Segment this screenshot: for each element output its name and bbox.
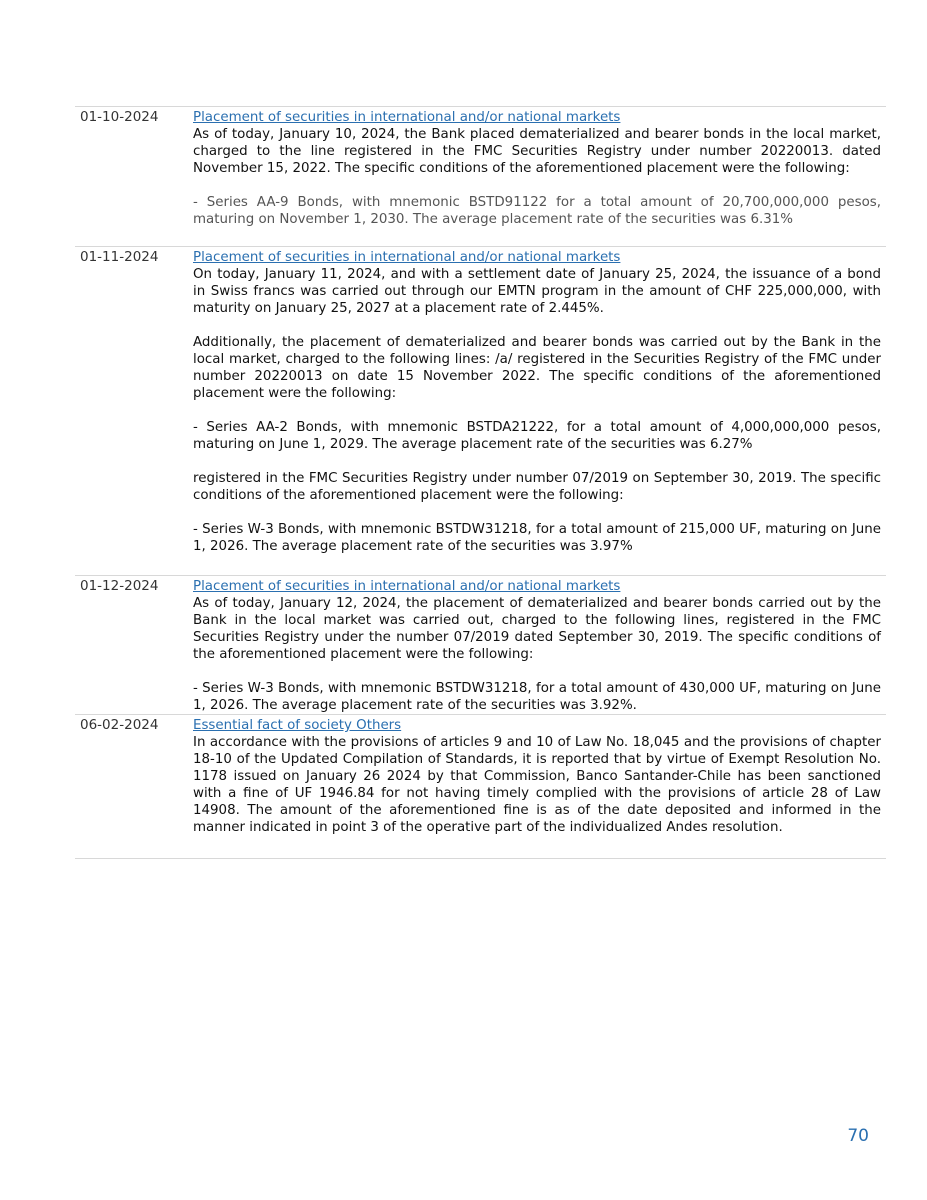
entry-paragraph: On today, January 11, 2024, and with a settlement date of January 25, 2024, the issuance of a bond in Swiss francs was carried out through our EMTN program in the amount of CHF 225,000,000, with maturity on January 25, 2027 at a placement rate of 2.445%.	[193, 267, 881, 316]
entry-paragraph: As of today, January 12, 2024, the placement of dematerialized and bearer bonds carried out by the Bank in the local market was carried out, charged to the following lines, registered in the FMC Securities Registry under the number 07/2019 dated September 30, 2019. The specific conditions of the aforementioned placement were the following:	[193, 596, 881, 662]
fact-entry	[75, 714, 886, 859]
facts-table	[75, 106, 886, 859]
entry-content	[193, 576, 886, 714]
fact-entry	[75, 246, 886, 575]
entry-content	[193, 107, 886, 246]
entry-paragraph: As of today, January 10, 2024, the Bank placed dematerialized and bearer bonds in the local market, charged to the line registered in the FMC Securities Registry under number 20220013. dated November 15, 2022. The specific conditions of the aforementioned placement were the following:	[193, 127, 881, 176]
entry-content	[193, 247, 886, 575]
entry-date: 01-12-2024	[80, 578, 159, 594]
fact-entry	[75, 575, 886, 714]
page-number: 70	[847, 1126, 869, 1146]
entry-paragraph: - Series AA-9 Bonds, with mnemonic BSTD91122 for a total amount of 20,700,000,000 pesos, maturing on November 1, 2030. The average placement rate of the securities was 6.31%	[193, 195, 881, 227]
entry-paragraph: - Series W-3 Bonds, with mnemonic BSTDW31218, for a total amount of 430,000 UF, maturing on June 1, 2026. The average placement rate of the securities was 3.92%.	[193, 681, 881, 713]
entry-date: 01-11-2024	[80, 249, 159, 265]
entry-title-link[interactable]: Placement of securities in international and/or national markets	[193, 579, 621, 594]
entry-paragraph: Additionally, the placement of dematerialized and bearer bonds was carried out by the Bank in the local market, charged to the following lines: /a/ registered in the Securities Registry of the FMC under number 20220013 on date 15 November 2022. The specific conditions of the aforementioned placement were the following:	[193, 335, 881, 401]
entry-content	[193, 715, 886, 858]
entry-paragraph: registered in the FMC Securities Registry under number 07/2019 on September 30, 2019. The specific conditions of the aforementioned placement were the following:	[193, 471, 881, 503]
entry-paragraph: - Series AA-2 Bonds, with mnemonic BSTDA21222, for a total amount of 4,000,000,000 pesos, maturing on June 1, 2029. The average placement rate of the securities was 6.27%	[193, 420, 881, 452]
fact-entry	[75, 106, 886, 246]
entry-paragraph: - Series W-3 Bonds, with mnemonic BSTDW31218, for a total amount of 215,000 UF, maturing on June 1, 2026. The average placement rate of the securities was 3.97%	[193, 522, 881, 554]
entry-date: 01-10-2024	[80, 109, 159, 125]
entry-title-link[interactable]: Placement of securities in international and/or national markets	[193, 250, 621, 265]
entry-date: 06-02-2024	[80, 717, 159, 733]
entry-paragraph: In accordance with the provisions of articles 9 and 10 of Law No. 18,045 and the provisions of chapter 18-10 of the Updated Compilation of Standards, it is reported that by virtue of Exempt Resolution No. 1178 issued on January 26 2024 by that Commission, Banco Santander-Chile has been sanctioned with a fine of UF 1946.84 for not having timely complied with the provisions of article 28 of Law 14908. The amount of the aforementioned fine is as of the date deposited and informed in the manner indicated in point 3 of the operative part of the individualized Andes resolution.	[193, 735, 881, 835]
entry-title-link[interactable]: Placement of securities in international and/or national markets	[193, 110, 621, 125]
entry-title-link[interactable]: Essential fact of society Others	[193, 718, 402, 733]
